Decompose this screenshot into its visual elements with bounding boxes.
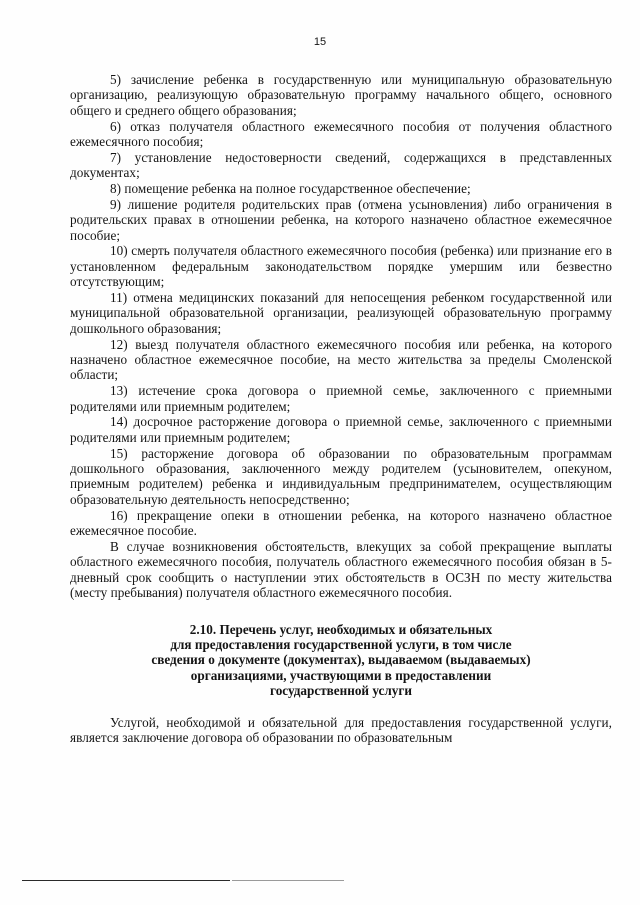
list-item-6: 6) отказ получателя областного ежемесячного пособия от получения областного ежемесячного пособия;: [70, 118, 612, 150]
heading-line: 2.10. Перечень услуг, необходимых и обязательных: [189, 621, 493, 637]
heading-line: для предоставления государственной услуги, в том числе: [170, 636, 512, 652]
list-item-15: 15) расторжение договора об образовании по образовательным программам дошкольного образования, заключенного между родителем (усыновителем, опекуном, приемным родителем) ребенка и индивидуальным предпринимателем, осуществляющим образовательную деятельность непосредственно;: [70, 445, 612, 507]
list-item-7: 7) установление недостоверности сведений, содержащихся в представленных документах;: [70, 149, 612, 181]
section-heading: [70, 622, 612, 699]
list-item-13: 13) истечение срока договора о приемной семье, заключенного с приемными родителями или приемным родителем;: [70, 383, 612, 414]
heading-line: государственной услуги: [270, 683, 412, 699]
list-item-12: 12) выезд получателя областного ежемесячного пособия или ребенка, на которого назначено областное ежемесячное пособие, на место жительства за пределы Смоленской области;: [70, 336, 612, 383]
section-paragraph: Услугой, необходимой и обязательной для предоставления государственной услуги, является заключение договора об образовании по образовательным: [70, 714, 612, 745]
document-body: [70, 72, 612, 746]
notice-paragraph: В случае возникновения обстоятельств, влекущих за собой прекращение выплаты областного ежемесячного пособия, получатель областного ежемесячного пособия обязан в 5-дневный срок сообщить о наступлении этих обстоятельств в ОСЗН по месту жительства (месту пребывания) получателя областного ежемесячного пособия.: [70, 538, 612, 601]
heading-line: организациями, участвующими в предоставлении: [190, 667, 492, 683]
heading-line: сведения о документе (документах), выдаваемом (выдаваемых): [151, 652, 531, 668]
footnote-divider: [22, 880, 230, 881]
page-number: 15: [313, 36, 327, 48]
list-item-10: 10) смерть получателя областного ежемесячного пособия (ребенка) или признание его в установленном федеральным законодательством порядке умершим или безвестно отсутствующим;: [70, 243, 612, 290]
list-item-5: 5) зачисление ребенка в государственную или муниципальную образовательную организацию, реализующую образовательную программу начального общего, основного общего и среднего общего образования;: [70, 72, 612, 118]
list-item-16: 16) прекращение опеки в отношении ребенка, на которого назначено областное ежемесячное пособие.: [70, 507, 612, 539]
list-item-9: 9) лишение родителя родительских прав (отмена усыновления) либо ограничения в родительских правах в отношении ребенка, на которого назначено областное ежемесячное пособие;: [70, 196, 612, 243]
list-item-8: 8) помещение ребенка на полное государственное обеспечение;: [110, 181, 471, 197]
footnote-divider-faint: [232, 880, 344, 881]
list-item-11: 11) отмена медицинских показаний для непосещения ребенком государственной или муниципальной образовательной организации, реализующей образовательную программу дошкольного образования;: [70, 290, 612, 336]
list-item-14: 14) досрочное расторжение договора о приемной семье, заключенного с приемными родителями или приемным родителем;: [70, 414, 612, 445]
